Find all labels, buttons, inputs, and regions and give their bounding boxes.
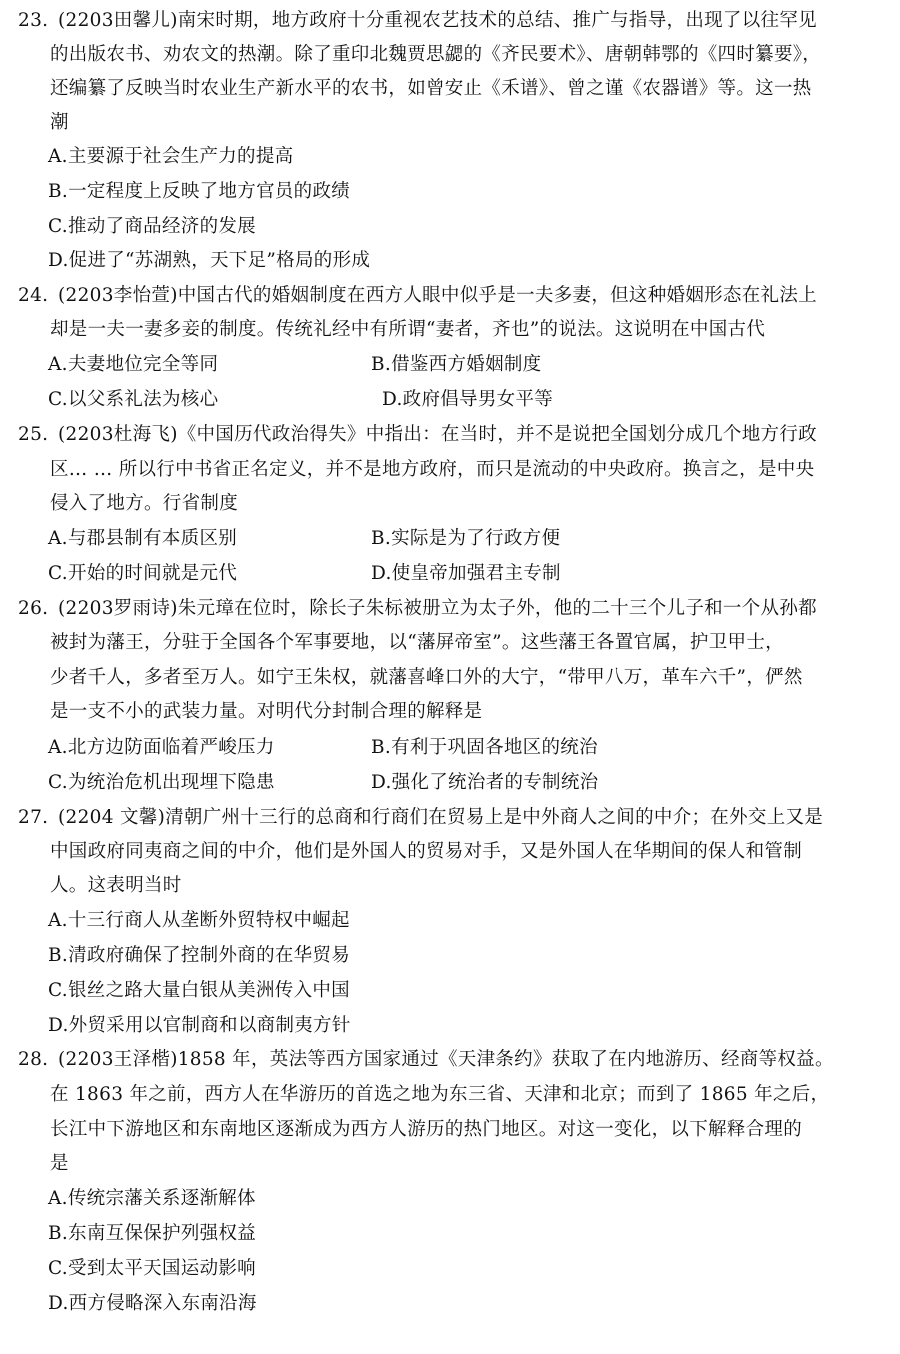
question-stem-line: 人。这表明当时 xyxy=(50,875,182,896)
question-stem-line: (2203田馨儿)南宋时期，地方政府十分重视农艺技术的总结、推广与指导，出现了以往罕见 xyxy=(58,10,817,31)
question-stem-line: 潮 xyxy=(50,112,69,133)
option-d: D.西方侵略深入东南沿海 xyxy=(48,1293,257,1314)
question-stem-line: (2203杜海飞)《中国历代政治得失》中指出：在当时，并不是说把全国划分成几个地方行政 xyxy=(58,424,817,445)
option-d: D.外贸采用以官制商和以商制夷方针 xyxy=(48,1015,351,1036)
option-c: C.开始的时间就是元代 xyxy=(48,563,238,584)
question-number: 26. xyxy=(18,598,49,619)
question-stem-line: 区… … 所以行中书省正名定义，并不是地方政府，而只是流动的中央政府。换言之，是中央 xyxy=(50,459,815,480)
option-c: C.受到太平天国运动影响 xyxy=(48,1258,256,1279)
option-c: C.以父系礼法为核心 xyxy=(48,389,219,410)
option-d: D.政府倡导男女平等 xyxy=(382,389,554,410)
option-d: D.强化了统治者的专制统治 xyxy=(371,772,599,793)
question-number: 25. xyxy=(18,424,49,445)
option-b: B.实际是为了行政方便 xyxy=(371,528,561,549)
option-b: B.清政府确保了控制外商的在华贸易 xyxy=(48,945,351,966)
question-number: 28. xyxy=(18,1049,49,1070)
option-c: C.为统治危机出现埋下隐患 xyxy=(48,772,275,793)
question-stem-line: 是 xyxy=(50,1153,69,1174)
question-number: 23. xyxy=(18,10,49,31)
question-stem-line: 长江中下游地区和东南地区逐渐成为西方人游历的热门地区。对这一变化，以下解释合理的 xyxy=(50,1119,803,1140)
option-c: C.推动了商品经济的发展 xyxy=(48,216,256,237)
option-b: B.东南互保保护列强权益 xyxy=(48,1223,257,1244)
question-number: 27. xyxy=(18,807,49,828)
question-stem-line: 侵入了地方。行省制度 xyxy=(50,493,239,514)
option-d: D.促进了“苏湖熟，天下足”格局的形成 xyxy=(48,250,371,271)
question-stem-line: 在 1863 年之前，西方人在华游历的首选之地为东三省、天津和北京；而到了 1865 年之后， xyxy=(50,1084,830,1105)
question-stem-line: (2203罗雨诗)朱元璋在位时，除长子朱标被册立为太子外，他的二十三个儿子和一个从孙都 xyxy=(58,598,817,619)
question-stem-line: 还编纂了反映当时农业生产新水平的农书，如曾安止《禾谱》、曾之谨《农器谱》等。这一热 xyxy=(50,78,812,99)
option-c: C.银丝之路大量白银从美洲传入中国 xyxy=(48,980,350,1001)
option-a: A.十三行商人从垄断外贸特权中崛起 xyxy=(48,910,350,931)
question-stem-line: 的出版农书、劝农文的热潮。除了重印北魏贾思勰的《齐民要术》、唐朝韩鄂的《四时纂要》， xyxy=(50,44,822,65)
question-stem-line: 少者千人，多者至万人。如宁王朱权，就藩喜峰口外的大宁，“带甲八万，革车六千”，俨然 xyxy=(50,667,803,688)
question-stem-line: (2204 文馨)清朝广州十三行的总商和行商们在贸易上是中外商人之间的中介；在外交上又是 xyxy=(58,807,824,828)
question-stem-line: 中国政府同夷商之间的中介，他们是外国人的贸易对手，又是外国人在华期间的保人和管制 xyxy=(50,841,803,862)
option-b: B.一定程度上反映了地方官员的政绩 xyxy=(48,181,351,202)
option-b: B.有利于巩固各地区的统治 xyxy=(371,737,598,758)
question-number: 24. xyxy=(18,285,49,306)
option-a: A.北方边防面临着严峻压力 xyxy=(48,737,275,758)
question-stem-line: 被封为藩王，分驻于全国各个军事要地，以“藩屏帝室”。这些藩王各置官属，护卫甲士， xyxy=(50,632,784,653)
option-b: B.借鉴西方婚姻制度 xyxy=(371,354,542,375)
option-a: A.主要源于社会生产力的提高 xyxy=(48,146,294,167)
question-stem-line: (2203李怡萱)中国古代的婚姻制度在西方人眼中似乎是一夫多妻，但这种婚姻形态在礼法上 xyxy=(58,285,817,306)
question-stem-line: 却是一夫一妻多妾的制度。传统礼经中有所谓“妻者，齐也”的说法。这说明在中国古代 xyxy=(50,319,766,340)
option-a: A.夫妻地位完全等同 xyxy=(48,354,219,375)
question-stem-line: 是一支不小的武装力量。对明代分封制合理的解释是 xyxy=(50,701,483,722)
option-d: D.使皇帝加强君主专制 xyxy=(371,563,561,584)
option-a: A.传统宗藩关系逐渐解体 xyxy=(48,1188,256,1209)
question-stem-line: (2203王泽楷)1858 年，英法等西方国家通过《天津条约》获取了在内地游历、经商等权益。 xyxy=(58,1049,834,1070)
option-a: A.与郡县制有本质区别 xyxy=(48,528,238,549)
